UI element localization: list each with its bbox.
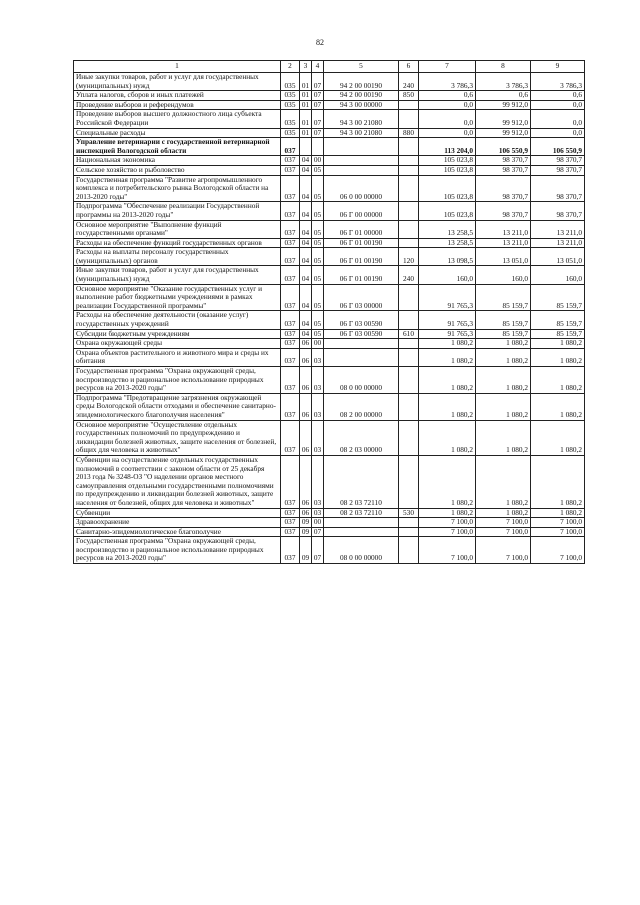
- column-number: 7: [419, 61, 476, 73]
- amount-year1-cell: 105 023,8: [419, 156, 476, 166]
- subsection-code-cell: 03: [312, 367, 324, 394]
- target-item-cell: 08 2 03 72110: [324, 508, 399, 518]
- subsection-code-cell: 07: [312, 527, 324, 537]
- row-name-cell: Проведение выборов и референдумов: [74, 100, 281, 110]
- table-row: [74, 266, 585, 284]
- admin-code-cell: 037: [281, 248, 300, 266]
- admin-code-cell: 037: [281, 518, 300, 528]
- row-name-cell: Государственная программа "Развитие агропромышленного комплекса и потребительского рынка Вологодской области на 2013-2020 годы": [74, 175, 281, 202]
- amount-year1-cell: 1 080,2: [419, 348, 476, 366]
- target-item-cell: [324, 527, 399, 537]
- admin-code-cell: 035: [281, 128, 300, 138]
- column-number-row: [74, 61, 585, 73]
- row-name-cell: Государственная программа "Охрана окружающей среды, воспроизводство и рациональное использование природных ресурсов на 2013-2020 годы": [74, 537, 281, 564]
- table-row: [74, 100, 585, 110]
- admin-code-cell: 035: [281, 100, 300, 110]
- amount-year2-cell: 1 080,2: [476, 393, 531, 420]
- amount-year2-cell: 1 080,2: [476, 455, 531, 508]
- amount-year2-cell: 98 370,7: [476, 202, 531, 220]
- expense-type-cell: [399, 339, 419, 349]
- table-row: [74, 527, 585, 537]
- admin-code-cell: 035: [281, 91, 300, 101]
- amount-year3-cell: 98 370,7: [531, 175, 585, 202]
- section-code-cell: 04: [300, 202, 312, 220]
- subsection-code-cell: 05: [312, 284, 324, 311]
- expense-type-cell: 610: [399, 329, 419, 339]
- section-code-cell: 06: [300, 455, 312, 508]
- amount-year2-cell: 99 912,0: [476, 100, 531, 110]
- target-item-cell: 06 Г 03 00000: [324, 284, 399, 311]
- section-code-cell: [300, 138, 312, 156]
- expense-type-cell: 850: [399, 91, 419, 101]
- expense-type-cell: [399, 420, 419, 455]
- amount-year2-cell: 1 080,2: [476, 348, 531, 366]
- amount-year1-cell: 1 080,2: [419, 508, 476, 518]
- row-name-cell: Подпрограмма "Предотвращение загрязнения окружающей среды Вологодской области отходами и обеспечение санитарно-эпидемиологического благополучия населения": [74, 393, 281, 420]
- amount-year3-cell: 1 080,2: [531, 367, 585, 394]
- target-item-cell: 08 2 00 00000: [324, 393, 399, 420]
- row-name-cell: Управление ветеринарии с государственной ветеринарной инспекцией Вологодской области: [74, 138, 281, 156]
- target-item-cell: 08 2 03 00000: [324, 420, 399, 455]
- section-code-cell: 04: [300, 220, 312, 238]
- target-item-cell: [324, 138, 399, 156]
- expense-type-cell: [399, 202, 419, 220]
- amount-year2-cell: 85 159,7: [476, 284, 531, 311]
- section-code-cell: 01: [300, 110, 312, 128]
- admin-code-cell: 037: [281, 266, 300, 284]
- expense-type-cell: [399, 455, 419, 508]
- section-code-cell: 09: [300, 518, 312, 528]
- amount-year2-cell: 98 370,7: [476, 175, 531, 202]
- amount-year2-cell: 160,0: [476, 266, 531, 284]
- admin-code-cell: 037: [281, 175, 300, 202]
- table-row: [74, 348, 585, 366]
- section-code-cell: 06: [300, 367, 312, 394]
- amount-year3-cell: 1 080,2: [531, 393, 585, 420]
- row-name-cell: Субсидии бюджетным учреждениям: [74, 329, 281, 339]
- amount-year3-cell: 1 080,2: [531, 508, 585, 518]
- admin-code-cell: 037: [281, 138, 300, 156]
- admin-code-cell: 037: [281, 165, 300, 175]
- target-item-cell: 94 2 00 00190: [324, 91, 399, 101]
- column-number: 8: [476, 61, 531, 73]
- amount-year2-cell: 13 051,0: [476, 248, 531, 266]
- table-row: [74, 202, 585, 220]
- subsection-code-cell: 07: [312, 128, 324, 138]
- amount-year3-cell: 98 370,7: [531, 165, 585, 175]
- row-name-cell: Иные закупки товаров, работ и услуг для государственных (муниципальных) нужд: [74, 266, 281, 284]
- amount-year1-cell: 0,0: [419, 110, 476, 128]
- expense-type-cell: [399, 238, 419, 248]
- column-number: 6: [399, 61, 419, 73]
- amount-year3-cell: 0,0: [531, 110, 585, 128]
- section-code-cell: 04: [300, 156, 312, 166]
- column-number: 5: [324, 61, 399, 73]
- table-row: [74, 156, 585, 166]
- section-code-cell: 04: [300, 238, 312, 248]
- subsection-code-cell: 03: [312, 508, 324, 518]
- subsection-code-cell: 05: [312, 248, 324, 266]
- amount-year3-cell: 13 211,0: [531, 238, 585, 248]
- table-row: [74, 73, 585, 91]
- amount-year3-cell: 7 100,0: [531, 527, 585, 537]
- expense-type-cell: 120: [399, 248, 419, 266]
- section-code-cell: 06: [300, 348, 312, 366]
- subsection-code-cell: 03: [312, 348, 324, 366]
- section-code-cell: 01: [300, 100, 312, 110]
- section-code-cell: 09: [300, 537, 312, 564]
- amount-year1-cell: 0,0: [419, 100, 476, 110]
- expense-type-cell: [399, 393, 419, 420]
- amount-year3-cell: 13 051,0: [531, 248, 585, 266]
- section-code-cell: 06: [300, 420, 312, 455]
- admin-code-cell: 037: [281, 202, 300, 220]
- table-row: [74, 329, 585, 339]
- row-name-cell: Специальные расходы: [74, 128, 281, 138]
- row-name-cell: Уплата налогов, сборов и иных платежей: [74, 91, 281, 101]
- expense-type-cell: 240: [399, 266, 419, 284]
- admin-code-cell: 037: [281, 367, 300, 394]
- row-name-cell: Субвенции: [74, 508, 281, 518]
- subsection-code-cell: 07: [312, 110, 324, 128]
- subsection-code-cell: 05: [312, 202, 324, 220]
- subsection-code-cell: 05: [312, 329, 324, 339]
- section-code-cell: 04: [300, 266, 312, 284]
- admin-code-cell: 037: [281, 508, 300, 518]
- row-name-cell: Подпрограмма "Обеспечение реализации Государственной программы на 2013-2020 годы": [74, 202, 281, 220]
- subsection-code-cell: 05: [312, 238, 324, 248]
- table-row: [74, 455, 585, 508]
- page-number: 82: [316, 38, 324, 47]
- target-item-cell: 08 0 00 00000: [324, 367, 399, 394]
- row-name-cell: Здравоохранение: [74, 518, 281, 528]
- row-name-cell: Проведение выборов высшего должностного лица субъекта Российской Федерации: [74, 110, 281, 128]
- row-name-cell: Санитарно-эпидемиологическое благополучие: [74, 527, 281, 537]
- amount-year3-cell: 7 100,0: [531, 537, 585, 564]
- amount-year3-cell: 85 159,7: [531, 329, 585, 339]
- row-name-cell: Государственная программа "Охрана окружающей среды, воспроизводство и рациональное использование природных ресурсов на 2013-2020 годы": [74, 367, 281, 394]
- amount-year2-cell: 7 100,0: [476, 527, 531, 537]
- target-item-cell: 08 2 03 72110: [324, 455, 399, 508]
- amount-year3-cell: 1 080,2: [531, 348, 585, 366]
- section-code-cell: 04: [300, 165, 312, 175]
- expense-type-cell: 530: [399, 508, 419, 518]
- expense-type-cell: [399, 110, 419, 128]
- admin-code-cell: 037: [281, 339, 300, 349]
- column-number: 1: [74, 61, 281, 73]
- amount-year3-cell: 13 211,0: [531, 220, 585, 238]
- amount-year1-cell: 13 258,5: [419, 220, 476, 238]
- amount-year1-cell: 91 765,3: [419, 329, 476, 339]
- subsection-code-cell: [312, 138, 324, 156]
- budget-table: [73, 60, 585, 564]
- table-row: [74, 248, 585, 266]
- amount-year3-cell: 3 786,3: [531, 73, 585, 91]
- subsection-code-cell: 07: [312, 537, 324, 564]
- column-number: 9: [531, 61, 585, 73]
- amount-year3-cell: 98 370,7: [531, 156, 585, 166]
- amount-year3-cell: 98 370,7: [531, 202, 585, 220]
- subsection-code-cell: 05: [312, 266, 324, 284]
- section-code-cell: 01: [300, 91, 312, 101]
- amount-year1-cell: 7 100,0: [419, 527, 476, 537]
- expense-type-cell: [399, 537, 419, 564]
- section-code-cell: 06: [300, 339, 312, 349]
- target-item-cell: [324, 165, 399, 175]
- table-row: [74, 284, 585, 311]
- table-row: [74, 110, 585, 128]
- expense-type-cell: [399, 100, 419, 110]
- amount-year1-cell: 113 204,0: [419, 138, 476, 156]
- table-row: [74, 537, 585, 564]
- target-item-cell: 06 Г 01 00190: [324, 266, 399, 284]
- target-item-cell: 94 3 00 21080: [324, 110, 399, 128]
- amount-year1-cell: 1 080,2: [419, 393, 476, 420]
- admin-code-cell: 037: [281, 311, 300, 329]
- target-item-cell: [324, 339, 399, 349]
- target-item-cell: 06 Г 01 00190: [324, 248, 399, 266]
- admin-code-cell: 037: [281, 537, 300, 564]
- admin-code-cell: 037: [281, 329, 300, 339]
- amount-year1-cell: 7 100,0: [419, 518, 476, 528]
- admin-code-cell: 037: [281, 238, 300, 248]
- section-code-cell: 01: [300, 73, 312, 91]
- admin-code-cell: 037: [281, 393, 300, 420]
- amount-year2-cell: 1 080,2: [476, 508, 531, 518]
- subsection-code-cell: 03: [312, 393, 324, 420]
- target-item-cell: [324, 156, 399, 166]
- expense-type-cell: [399, 165, 419, 175]
- target-item-cell: 06 Г 03 00590: [324, 311, 399, 329]
- row-name-cell: Основное мероприятие "Осуществление отдельных государственных полномочий по предупреждению и ликвидации болезней животных, защите населения от болезней, общих для человека и животных": [74, 420, 281, 455]
- section-code-cell: 06: [300, 393, 312, 420]
- amount-year2-cell: 13 211,0: [476, 238, 531, 248]
- table-row: [74, 220, 585, 238]
- admin-code-cell: 037: [281, 420, 300, 455]
- expense-type-cell: [399, 527, 419, 537]
- row-name-cell: Расходы на обеспечение деятельности (оказание услуг) государственных учреждений: [74, 311, 281, 329]
- expense-type-cell: 880: [399, 128, 419, 138]
- section-code-cell: 04: [300, 175, 312, 202]
- amount-year3-cell: 106 550,9: [531, 138, 585, 156]
- table-row: [74, 518, 585, 528]
- amount-year3-cell: 7 100,0: [531, 518, 585, 528]
- expense-type-cell: [399, 518, 419, 528]
- amount-year3-cell: 85 159,7: [531, 284, 585, 311]
- amount-year1-cell: 0,0: [419, 128, 476, 138]
- table-row: [74, 138, 585, 156]
- target-item-cell: 06 Г 01 00000: [324, 220, 399, 238]
- amount-year3-cell: 1 080,2: [531, 339, 585, 349]
- subsection-code-cell: 05: [312, 311, 324, 329]
- section-code-cell: 01: [300, 128, 312, 138]
- admin-code-cell: 037: [281, 284, 300, 311]
- target-item-cell: 06 Г 01 00190: [324, 238, 399, 248]
- amount-year2-cell: 1 080,2: [476, 420, 531, 455]
- amount-year3-cell: 160,0: [531, 266, 585, 284]
- subsection-code-cell: 07: [312, 91, 324, 101]
- amount-year2-cell: 7 100,0: [476, 518, 531, 528]
- subsection-code-cell: 07: [312, 73, 324, 91]
- table-row: [74, 393, 585, 420]
- amount-year2-cell: 1 080,2: [476, 339, 531, 349]
- amount-year3-cell: 1 080,2: [531, 420, 585, 455]
- subsection-code-cell: 03: [312, 455, 324, 508]
- admin-code-cell: 035: [281, 110, 300, 128]
- row-name-cell: Основное мероприятие "Выполнение функций государственными органами": [74, 220, 281, 238]
- target-item-cell: 06 0 00 00000: [324, 175, 399, 202]
- expense-type-cell: [399, 175, 419, 202]
- amount-year1-cell: 105 023,8: [419, 165, 476, 175]
- table-row: [74, 508, 585, 518]
- table-row: [74, 420, 585, 455]
- amount-year2-cell: 3 786,3: [476, 73, 531, 91]
- target-item-cell: 06 Г 00 00000: [324, 202, 399, 220]
- section-code-cell: 06: [300, 508, 312, 518]
- column-number: 2: [281, 61, 300, 73]
- amount-year1-cell: 91 765,3: [419, 284, 476, 311]
- table-row: [74, 175, 585, 202]
- target-item-cell: [324, 518, 399, 528]
- subsection-code-cell: 00: [312, 518, 324, 528]
- target-item-cell: [324, 348, 399, 366]
- subsection-code-cell: 05: [312, 175, 324, 202]
- admin-code-cell: 035: [281, 73, 300, 91]
- section-code-cell: 04: [300, 284, 312, 311]
- row-name-cell: Охрана окружающей среды: [74, 339, 281, 349]
- admin-code-cell: 037: [281, 527, 300, 537]
- table-row: [74, 339, 585, 349]
- expense-type-cell: [399, 284, 419, 311]
- row-name-cell: Национальная экономика: [74, 156, 281, 166]
- target-item-cell: 06 Г 03 00590: [324, 329, 399, 339]
- amount-year1-cell: 1 080,2: [419, 455, 476, 508]
- admin-code-cell: 037: [281, 156, 300, 166]
- amount-year2-cell: 98 370,7: [476, 156, 531, 166]
- amount-year1-cell: 1 080,2: [419, 339, 476, 349]
- target-item-cell: 94 3 00 00000: [324, 100, 399, 110]
- table-row: [74, 311, 585, 329]
- section-code-cell: 09: [300, 527, 312, 537]
- row-name-cell: Субвенции на осуществление отдельных государственных полномочий в соответствии с законом области от 25 декабря 2013 года № 3248-ОЗ "О наделении органов местного самоуправления отдельными государственными полномочиями по предупреждению и ликвидации болезней животных, защите населения от болезней, общих для человека и животных": [74, 455, 281, 508]
- subsection-code-cell: 00: [312, 339, 324, 349]
- amount-year2-cell: 85 159,7: [476, 311, 531, 329]
- row-name-cell: Сельское хозяйство и рыболовство: [74, 165, 281, 175]
- amount-year1-cell: 105 023,8: [419, 175, 476, 202]
- subsection-code-cell: 00: [312, 156, 324, 166]
- column-number: 4: [312, 61, 324, 73]
- target-item-cell: 08 0 00 00000: [324, 537, 399, 564]
- amount-year3-cell: 0,6: [531, 91, 585, 101]
- subsection-code-cell: 05: [312, 220, 324, 238]
- amount-year3-cell: 0,0: [531, 100, 585, 110]
- column-number: 3: [300, 61, 312, 73]
- amount-year1-cell: 3 786,3: [419, 73, 476, 91]
- section-code-cell: 04: [300, 248, 312, 266]
- amount-year3-cell: 85 159,7: [531, 311, 585, 329]
- admin-code-cell: 037: [281, 220, 300, 238]
- amount-year1-cell: 91 765,3: [419, 311, 476, 329]
- section-code-cell: 04: [300, 329, 312, 339]
- table-row: [74, 238, 585, 248]
- amount-year2-cell: 99 912,0: [476, 110, 531, 128]
- row-name-cell: Расходы на выплаты персоналу государственных (муниципальных) органов: [74, 248, 281, 266]
- amount-year2-cell: 98 370,7: [476, 165, 531, 175]
- row-name-cell: Иные закупки товаров, работ и услуг для государственных (муниципальных) нужд: [74, 73, 281, 91]
- amount-year1-cell: 0,6: [419, 91, 476, 101]
- target-item-cell: 94 2 00 00190: [324, 73, 399, 91]
- expense-type-cell: [399, 311, 419, 329]
- amount-year1-cell: 1 080,2: [419, 367, 476, 394]
- expense-type-cell: [399, 220, 419, 238]
- row-name-cell: Основное мероприятие "Оказание государственных услуг и выполнение работ бюджетными учреждениями в рамках реализации Государственной программы": [74, 284, 281, 311]
- row-name-cell: Расходы на обеспечение функций государственных органов: [74, 238, 281, 248]
- admin-code-cell: 037: [281, 348, 300, 366]
- amount-year1-cell: 13 258,5: [419, 238, 476, 248]
- amount-year2-cell: 0,6: [476, 91, 531, 101]
- amount-year1-cell: 13 098,5: [419, 248, 476, 266]
- subsection-code-cell: 05: [312, 165, 324, 175]
- amount-year1-cell: 160,0: [419, 266, 476, 284]
- amount-year2-cell: 106 550,9: [476, 138, 531, 156]
- table-row: [74, 91, 585, 101]
- amount-year1-cell: 105 023,8: [419, 202, 476, 220]
- target-item-cell: 94 3 00 21080: [324, 128, 399, 138]
- table-row: [74, 165, 585, 175]
- amount-year1-cell: 1 080,2: [419, 420, 476, 455]
- table-row: [74, 367, 585, 394]
- expense-type-cell: [399, 156, 419, 166]
- subsection-code-cell: 07: [312, 100, 324, 110]
- expense-type-cell: [399, 348, 419, 366]
- amount-year2-cell: 85 159,7: [476, 329, 531, 339]
- amount-year3-cell: 0,0: [531, 128, 585, 138]
- admin-code-cell: 037: [281, 455, 300, 508]
- row-name-cell: Охрана объектов растительного и животного мира и среды их обитания: [74, 348, 281, 366]
- expense-type-cell: [399, 138, 419, 156]
- amount-year2-cell: 7 100,0: [476, 537, 531, 564]
- section-code-cell: 04: [300, 311, 312, 329]
- expense-type-cell: 240: [399, 73, 419, 91]
- subsection-code-cell: 03: [312, 420, 324, 455]
- amount-year2-cell: 99 912,0: [476, 128, 531, 138]
- amount-year2-cell: 13 211,0: [476, 220, 531, 238]
- table-row: [74, 128, 585, 138]
- amount-year3-cell: 1 080,2: [531, 455, 585, 508]
- amount-year2-cell: 1 080,2: [476, 367, 531, 394]
- expense-type-cell: [399, 367, 419, 394]
- amount-year1-cell: 7 100,0: [419, 537, 476, 564]
